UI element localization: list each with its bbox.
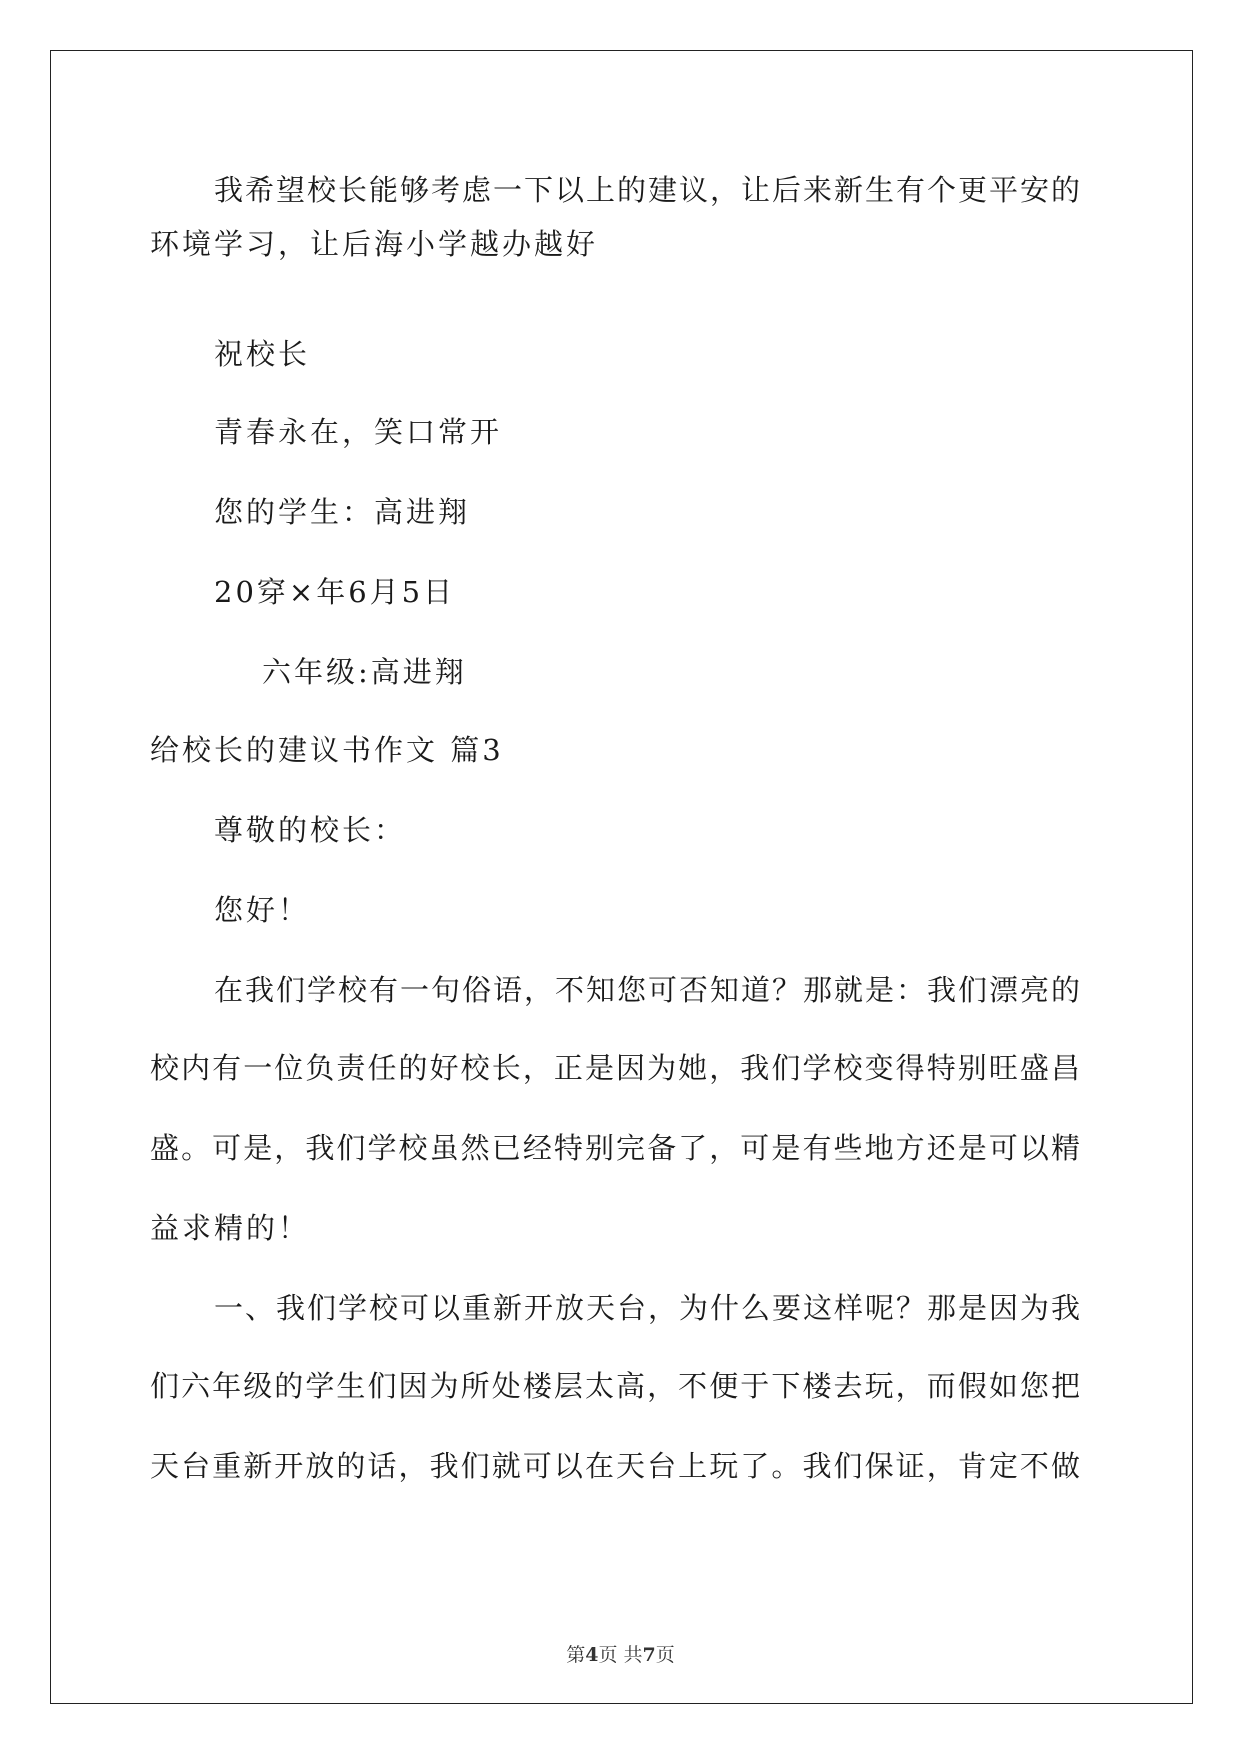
wish-line: 青春永在，笑口常开 <box>214 415 503 449</box>
grade-line: 六年级:高进翔 <box>262 655 467 689</box>
salutation-line: 祝校长 <box>214 337 311 371</box>
section-heading: 给校长的建议书作文 篇3 <box>150 733 504 767</box>
greeting-line: 尊敬的校长： <box>214 813 407 847</box>
body-line-9: 天台重新开放的话，我们就可以在天台上玩了。我们保证，肯定不做 <box>150 1449 1080 1483</box>
date-line: 20穿×年6月5日 <box>214 575 456 609</box>
body-line-4: 校内有一位负责任的好校长，正是因为她，我们学校变得特别旺盛昌 <box>150 1051 1080 1085</box>
body-line-2: 环境学习，让后海小学越办越好 <box>150 227 599 261</box>
footer-mid: 页 共 <box>598 1644 643 1666</box>
footer-total-pages: 7 <box>642 1644 656 1666</box>
body-line-8: 们六年级的学生们因为所处楼层太高，不便于下楼去玩，而假如您把 <box>150 1369 1080 1403</box>
body-line-6: 益求精的！ <box>150 1211 311 1245</box>
page-footer <box>0 1640 1241 1667</box>
body-line-7: 一、我们学校可以重新开放天台，为什么要这样呢？那是因为我 <box>214 1291 1080 1325</box>
footer-suffix: 页 <box>655 1644 675 1666</box>
footer-page-number: 4 <box>585 1644 599 1666</box>
hello-line: 您好！ <box>214 893 311 927</box>
footer-prefix: 第 <box>566 1644 586 1666</box>
signature-line: 您的学生：高进翔 <box>214 495 471 529</box>
body-line-5: 盛。可是，我们学校虽然已经特别完备了，可是有些地方还是可以精 <box>150 1131 1080 1165</box>
body-line-3: 在我们学校有一句俗语，不知您可否知道？那就是：我们漂亮的 <box>214 973 1080 1007</box>
body-line-1: 我希望校长能够考虑一下以上的建议，让后来新生有个更平安的 <box>214 173 1080 207</box>
